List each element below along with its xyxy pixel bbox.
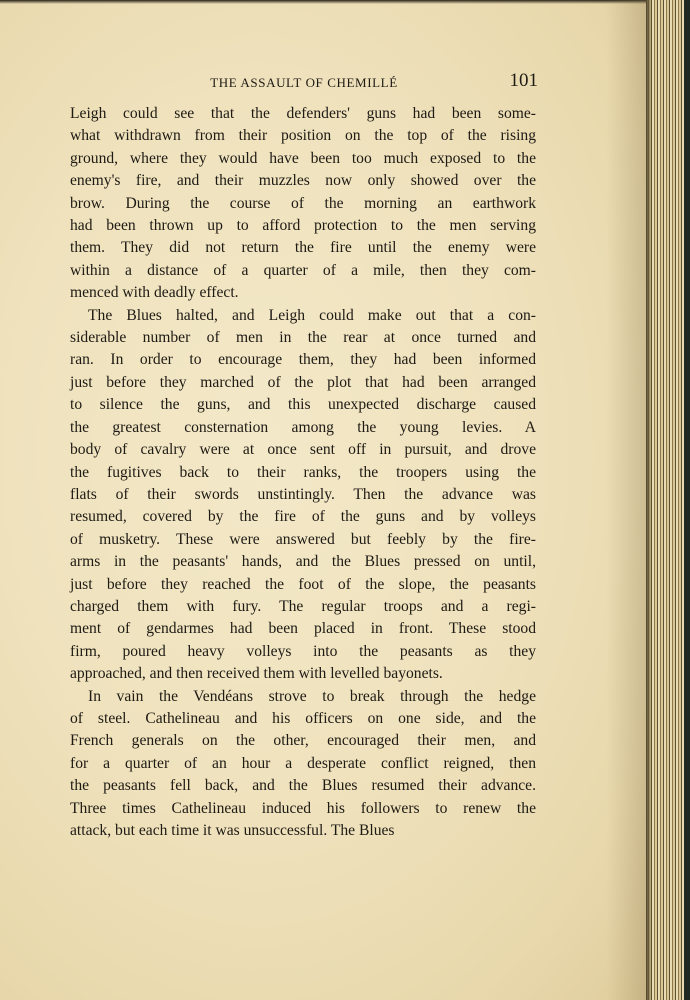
text-line: enemy's fire, and their muzzles now only showed over the xyxy=(70,172,536,190)
text-line: menced with deadly effect. xyxy=(70,284,239,302)
paragraph xyxy=(70,305,536,686)
text-line: attack, but each time it was unsuccessful. The Blues xyxy=(70,822,395,839)
text-line: had been thrown up to afford protection to the men serving xyxy=(70,217,536,235)
text-line: the peasants fell back, and the Blues resumed their advance. xyxy=(70,777,536,795)
text-line: resumed, covered by the fire of the guns and by volleys xyxy=(70,508,536,526)
text-line: of musketry. These were answered but feebly by the fire- xyxy=(70,530,536,548)
text-line: approached, and then received them with levelled bayonets. xyxy=(70,665,443,683)
text-line: Three times Cathelineau induced his followers to renew the xyxy=(70,799,536,817)
text-line: brow. During the course of the morning an earthwork xyxy=(70,194,536,212)
running-head xyxy=(70,70,538,94)
text-line: within a distance of a quarter of a mile, then they com- xyxy=(70,261,536,279)
text-line: the fugitives back to their ranks, the troopers using the xyxy=(70,463,536,481)
text-line: siderable number of men in the rear at once turned and xyxy=(70,329,536,347)
text-line: them. They did not return the fire until the enemy were xyxy=(70,239,536,257)
text-line: firm, poured heavy volleys into the peasants as they xyxy=(70,642,536,660)
text-line: In vain the Vendéans strove to break through the hedge xyxy=(88,687,536,705)
text-line: body of cavalry were at once sent off in pursuit, and drove xyxy=(70,441,536,459)
text-line: flats of their swords unstintingly. Then the advance was xyxy=(70,485,536,503)
paragraph xyxy=(70,103,536,305)
text-line: ment of gendarmes had been placed in front. These stood xyxy=(70,620,536,638)
text-line: French generals on the other, encouraged their men, and xyxy=(70,732,536,750)
text-line: what withdrawn from their position on the top of the rising xyxy=(70,127,536,145)
text-line: ground, where they would have been too much exposed to the xyxy=(70,149,536,167)
text-line: charged them with fury. The regular troops and a regi- xyxy=(70,597,536,615)
chapter-title: THE ASSAULT OF CHEMILLÉ xyxy=(210,75,398,90)
text-line: just before they marched of the plot that had been arranged xyxy=(70,373,536,391)
page-number: 101 xyxy=(509,70,538,91)
text-line: the greatest consternation among the young levies. A xyxy=(70,418,536,436)
text-line: just before they reached the foot of the slope, the peasants xyxy=(70,575,536,593)
text-line: The Blues halted, and Leigh could make out that a con- xyxy=(88,306,536,324)
text-line: ran. In order to encourage them, they had been informed xyxy=(70,351,536,369)
page-edges xyxy=(646,0,690,1000)
paragraph xyxy=(70,686,536,843)
body-text xyxy=(70,103,536,842)
text-line: to silence the guns, and this unexpected discharge caused xyxy=(70,396,536,414)
text-line: for a quarter of an hour a desperate conflict reigned, then xyxy=(70,754,536,772)
text-line: Leigh could see that the defenders' guns had been some- xyxy=(70,105,536,122)
text-line: arms in the peasants' hands, and the Blues pressed on until, xyxy=(70,553,536,571)
text-line: of steel. Cathelineau and his officers on one side, and the xyxy=(70,709,536,727)
